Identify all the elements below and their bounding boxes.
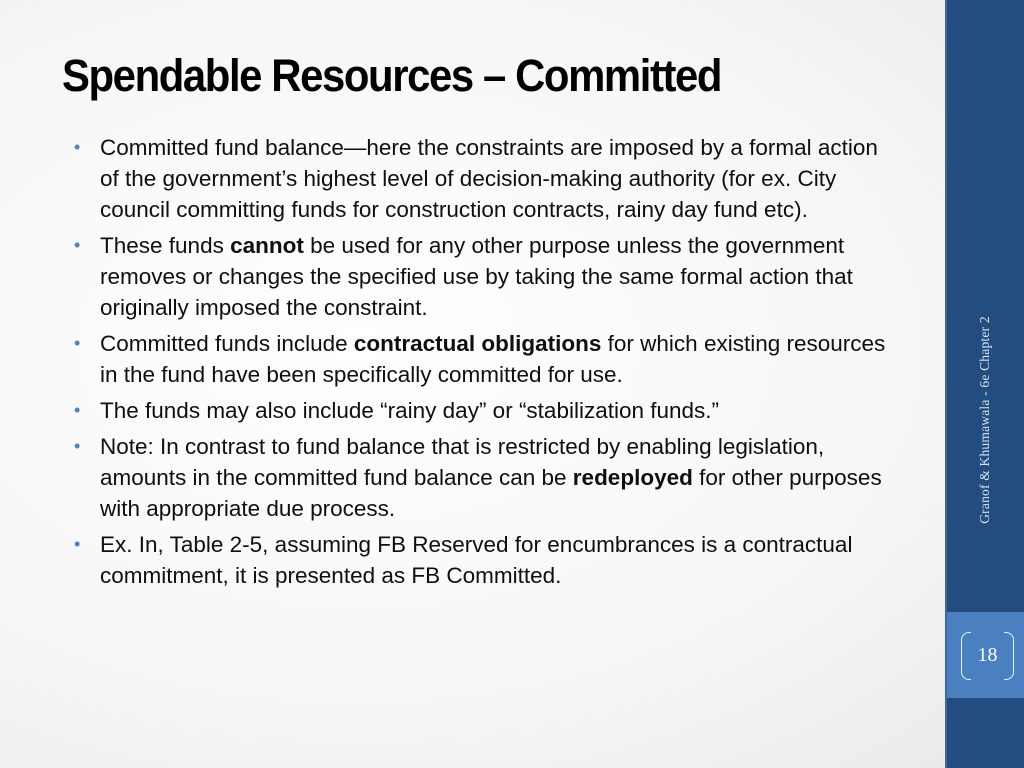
bullet-emphasis: cannot xyxy=(230,233,304,258)
slide-footer: Granof & Khumawala - 6e Chapter 2 xyxy=(977,316,992,524)
left-brace-icon xyxy=(961,632,971,680)
bullet-item xyxy=(70,395,900,426)
bullet-list xyxy=(70,132,900,596)
bullet-dot-icon: • xyxy=(74,137,81,157)
bullet-text: Committed fund balance—here the constraints are imposed by a formal action of the government’s highest level of decision-making authority (for ex. City council committing funds for construction contracts, rainy day fund etc). xyxy=(100,135,878,222)
bullet-item xyxy=(70,431,900,524)
bullet-text: Ex. In, Table 2-5, assuming FB Reserved for encumbrances is a contractual commitment, it is presented as FB Committed. xyxy=(100,532,853,588)
bullet-text: Note: In contrast to fund balance that is restricted by enabling legislation, amounts in the committed fund balance can be xyxy=(100,434,825,490)
bullet-dot-icon: • xyxy=(74,235,81,255)
bullet-dot-icon: • xyxy=(74,400,81,420)
bullet-text: The funds may also include “rainy day” or “stabilization funds.” xyxy=(100,398,720,423)
bullet-text: for other purposes with appropriate due process. xyxy=(100,465,882,521)
bullet-item xyxy=(70,230,900,323)
slide-title: Spendable Resources – Committed xyxy=(62,50,722,101)
bullet-text: for which existing resources in the fund have been specifically committed for use. xyxy=(100,331,886,387)
bullet-dot-icon: • xyxy=(74,534,81,554)
bullet-item xyxy=(70,328,900,390)
bullet-item xyxy=(70,529,900,591)
bullet-emphasis: redeployed xyxy=(572,465,693,490)
bullet-item xyxy=(70,132,900,225)
bullet-emphasis: contractual obligations xyxy=(353,331,602,356)
bullet-text: These funds xyxy=(100,233,231,258)
bullet-text: Committed funds include xyxy=(100,331,354,356)
bullet-text: be used for any other purpose unless the government removes or changes the specified use by taking the same formal action that originally imposed the constraint. xyxy=(100,233,853,320)
right-brace-icon xyxy=(1004,632,1014,680)
page-number: 18 xyxy=(977,644,998,666)
bullet-dot-icon: • xyxy=(74,436,81,456)
bullet-dot-icon: • xyxy=(74,333,81,353)
